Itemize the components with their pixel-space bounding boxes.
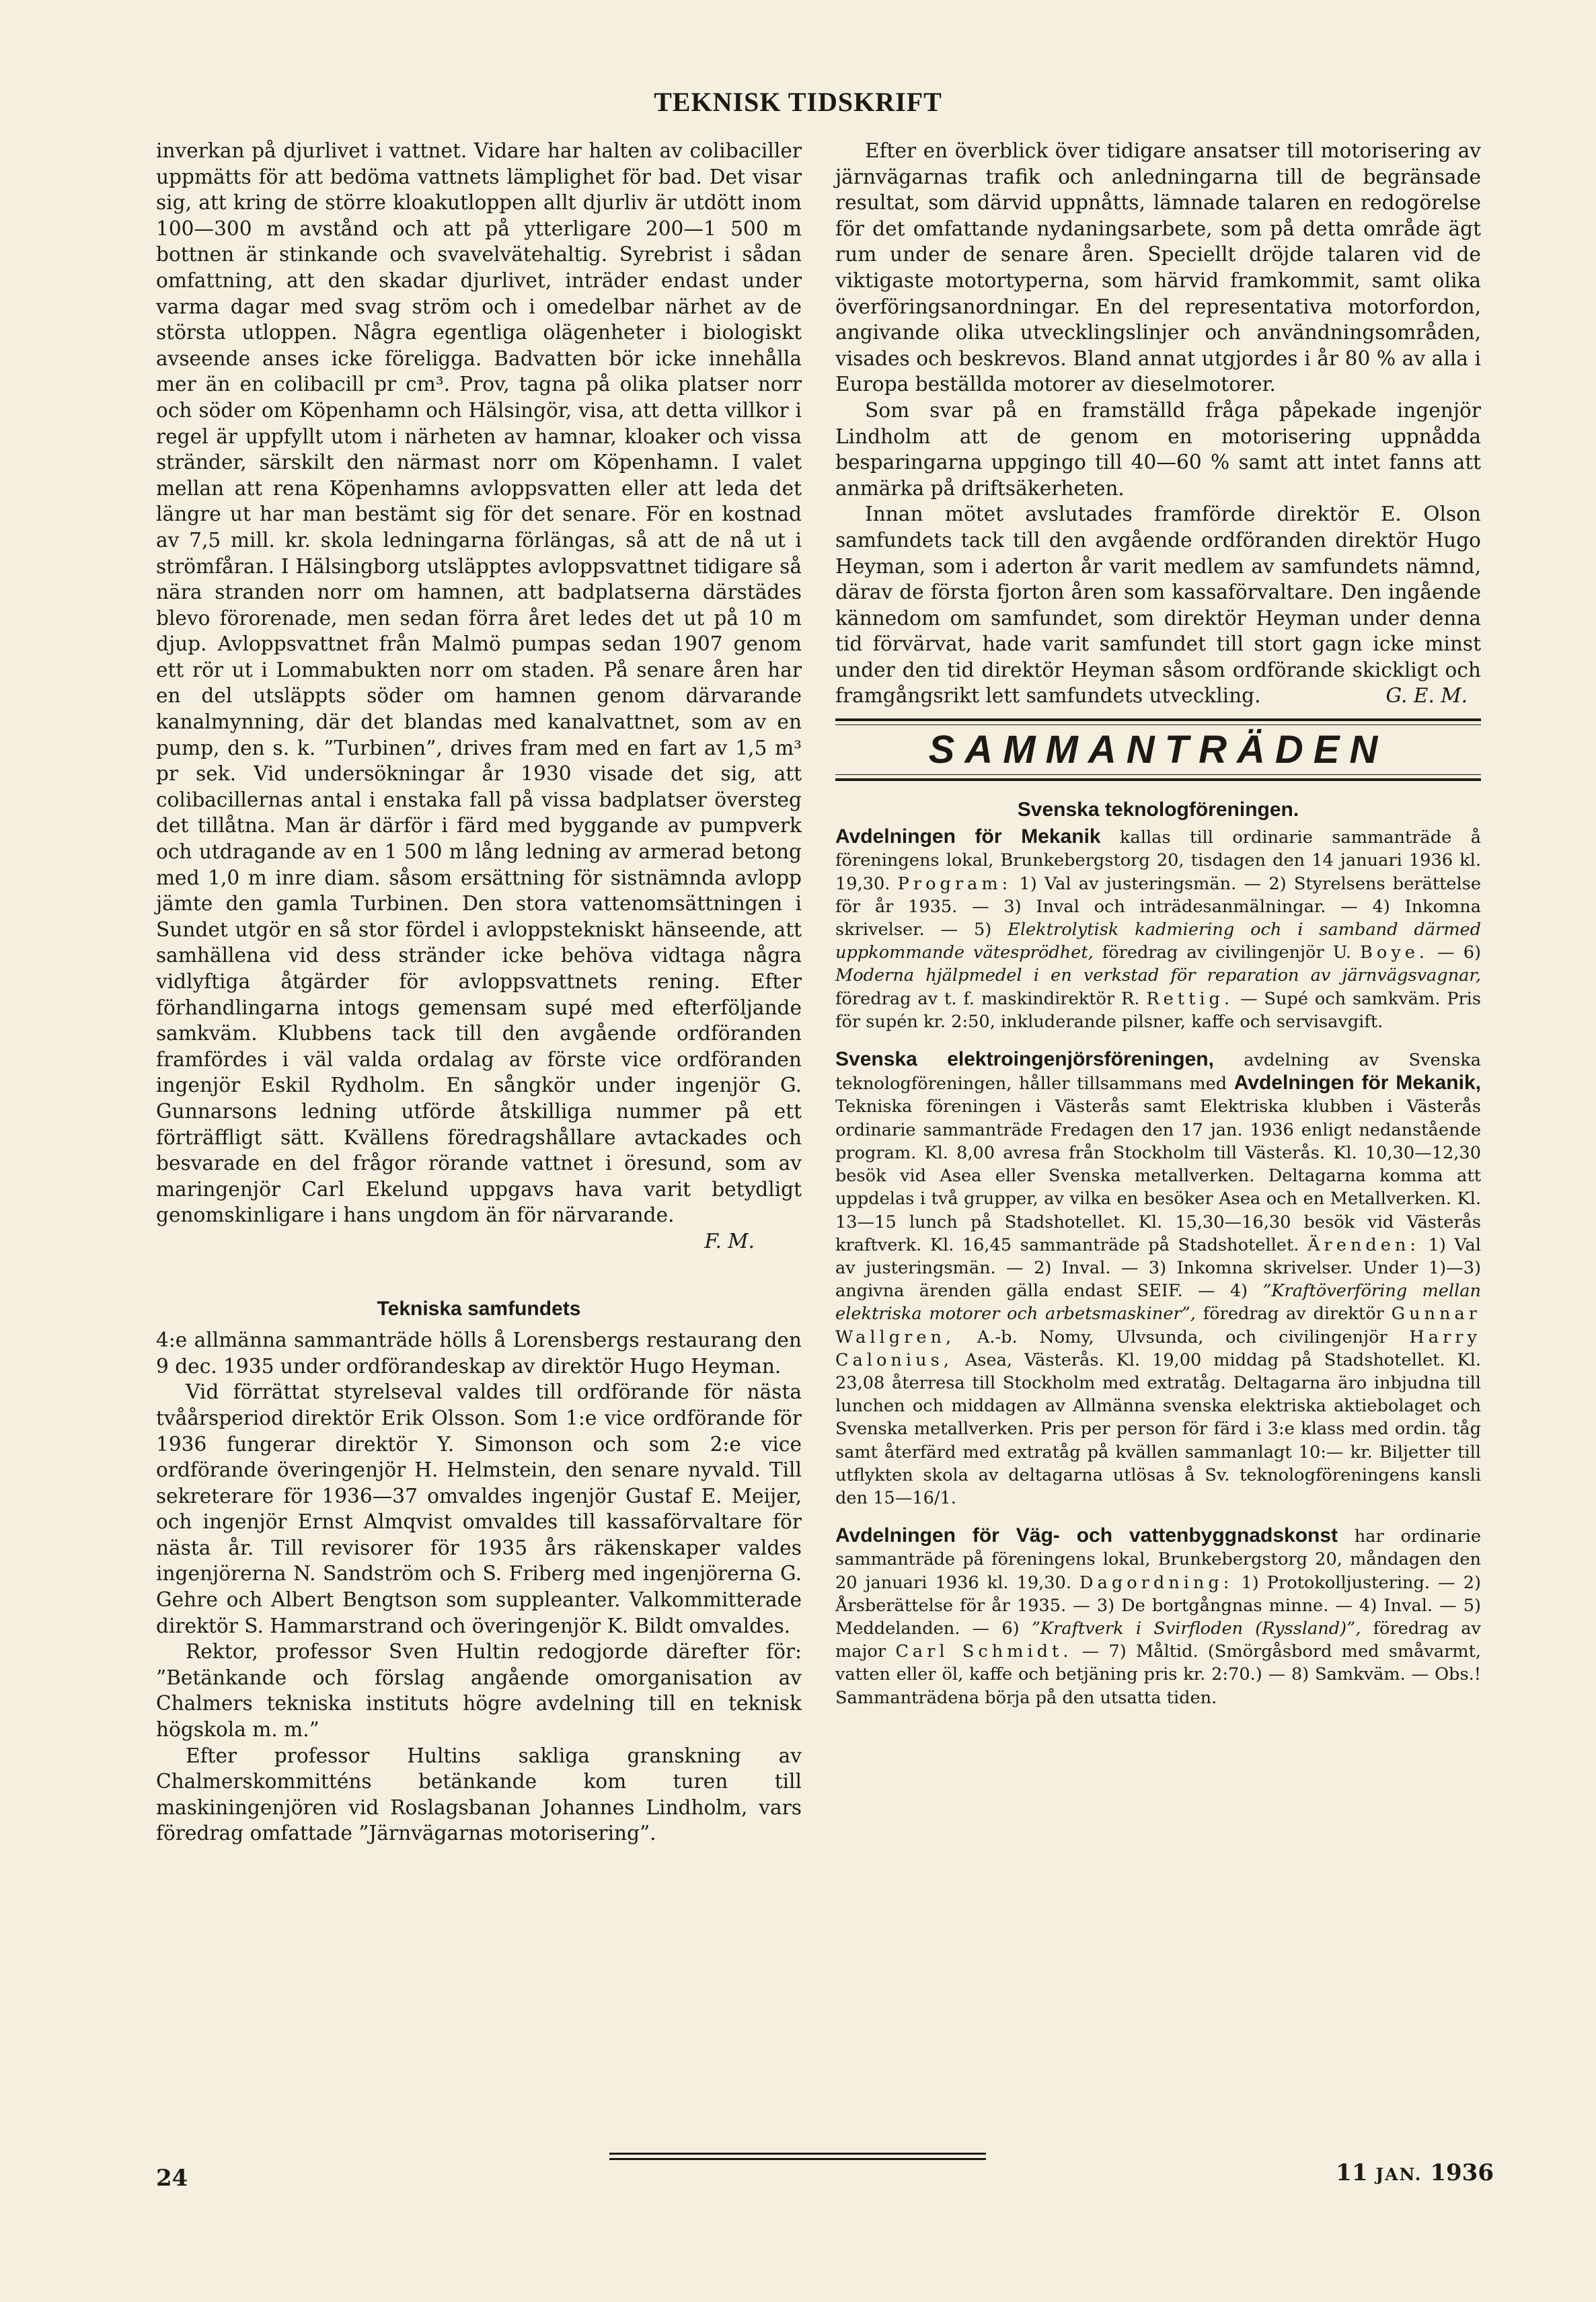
notice-mekanik-f: — Supé och samkväm. Pris för supén kr. 2:50, inkluderande pilsner, kaffe och servisavgift. xyxy=(835,988,1482,1032)
notice-mekanik-title-2: Moderna hjälpmedel i en verkstad för reparation av järnvägsvagnar, xyxy=(835,965,1481,986)
heading-tekniska-samfundets: Tekniska samfundets xyxy=(377,1297,581,1320)
section-banner: SAMMANTRÄDEN xyxy=(928,728,1388,772)
notice-vag-lead: Avdelningen för Väg- och vattenbyggnadskonst xyxy=(835,1524,1338,1547)
issue-date-year: 1936 xyxy=(1430,2159,1494,2186)
notice-mekanik-lead: Avdelningen för Mekanik xyxy=(835,825,1101,848)
footer-rule-2 xyxy=(609,2158,986,2160)
right-column xyxy=(835,138,1481,1709)
notice-mekanik-program: Program: xyxy=(897,873,1012,894)
notice-elektro-calonius: Harry Calonius, xyxy=(835,1327,1481,1370)
notice-vag-vatten xyxy=(835,1524,1481,1709)
right-paragraph-2: Som svar på en framställd fråga påpekade ingenjör Lindholm att de genom en motorisering uppnådda besparingarna uppgingo till 40—60 % samt att intet fanns att anmärka på driftsäkerheten. xyxy=(835,398,1481,500)
notice-mekanik-rettig: Rettig. xyxy=(1146,988,1234,1009)
footer-rule-1 xyxy=(609,2153,986,2155)
banner-rule-top xyxy=(835,718,1481,721)
left-paragraph-2: 4:e allmänna sammanträde hölls å Lorensbergs restaurang den 9 dec. 1935 under ordförandeskap av direktör Hugo Heyman. xyxy=(156,1329,802,1378)
notice-elektro-e: A.-b. Nomy, Ulvsunda, och civilingenjör xyxy=(977,1327,1388,1347)
left-column xyxy=(156,138,802,1847)
banner-rule-bottom xyxy=(835,778,1481,781)
notice-mekanik-boye: Boye. xyxy=(1360,942,1429,963)
notice-elektro-lead: Svenska elektroingenjörsföreningen, xyxy=(835,1048,1214,1071)
left-paragraph-3: Vid förrättat styrelseval valdes till ordförande för nästa tvåårsperiod direktör Erik Olsson. Som 1:e vice ordförande för 1936 fungerar direktör Y. Simonson och som 2:e vice ordförande överingenjör H. Helmstein, den senare nyvald. Till sekreterare för 1936—37 omvaldes ingenjör Gustaf E. Meijer, och ingenjör Ernst Almqvist omvaldes till kassaförvaltare för nästa år. Till revisorer för 1935 års räkenskaper valdes ingenjörerna N. Sandström och S. Friberg med ingenjörerna G. Gehre och Albert Bengtson som suppleanter. Valkommitterade direktör S. Hammarstrand och överingenjör K. Bildt omvaldes. xyxy=(156,1380,802,1637)
banner-rule-bottom-thin xyxy=(835,774,1481,775)
notice-elektro-title: ”Kraftöverföring mellan elektriska motorer och arbetsmaskiner”, xyxy=(835,1281,1481,1325)
notice-elektro-f: Asea, Västerås. Kl. 19,00 middag på Stadshotellet. Kl. 23,08 återresa till Stockholm med extratåg. Deltagarna äro inbjudna till lunchen och middagen av Allmänna svenska elektriska aktiebolaget och Svenska metallverken. Pris per person för färd i 3:e klass med ordin. tåg samt återfärd med extratåg på kvällen sammanlagt 10:— kr. Biljetter till utflykten skola av deltagarna utlösas å Sv. teknologföreningens kansli den 15—16/1. xyxy=(835,1349,1481,1508)
right-paragraph-3 xyxy=(835,501,1481,709)
notice-vag-text xyxy=(835,1524,1481,1709)
notice-mekanik-b: 1) Val av justeringsmän. — 2) Styrelsens berättelse för år 1935. — 3) Inval och inträdesanmälningar. — 4) Inkomna skrivelser. — 5) xyxy=(835,873,1482,940)
notice-elektro-c: 1) Val av justeringsmän. — 2) Inval. — 3) Inkomna skrivelser. Under 1)—3) angivna ärenden gälla endast SEIF. — 4) xyxy=(835,1234,1481,1302)
notice-elektro-text xyxy=(835,1048,1481,1510)
notice-mekanik-text xyxy=(835,825,1481,1033)
notice-vag-schmidt: Carl Schmidt. xyxy=(895,1641,1073,1662)
notice-elektro-wallgren: Gunnar Wallgren, xyxy=(835,1304,1482,1347)
journal-masthead: TEKNISK TIDSKRIFT xyxy=(654,87,942,117)
notice-mekanik-d: — 6) xyxy=(1437,942,1481,963)
notice-mekanik-e: föredrag av t. f. maskindirektör R. xyxy=(835,988,1140,1009)
notice-vag-title: ”Kraftverk i Svirfloden (Ryssland)”, xyxy=(1031,1618,1361,1639)
notice-mekanik-c: föredrag av civilingenjör U. xyxy=(1102,942,1352,963)
notice-elektro-a: avdelning av Svenska teknologföreningen, håller tillsammans med xyxy=(835,1050,1481,1094)
notice-elektro-b: Tekniska föreningen i Västerås samt Elektriska klubben i Västerås ordinarie sammanträde Fredagen den 17 jan. 1936 enligt nedanstående program. Kl. 8,00 avresa från Stockholm till Västerås. Kl. 10,30—12,30 besök vid Asea eller Svenska metallverken. Deltagarna komma att uppdelas i två grupper, av vilka en besöker Asea och en Metallverken. Kl. 13—15 lunch på Stadshotellet. Kl. 15,30—16,30 besök vid Västerås kraftverk. Kl. 16,45 sammanträde på Stadshotellet. xyxy=(835,1097,1481,1255)
right-paragraph-3-text: Innan mötet avslutades framförde direktör E. Olson samfundets tack till den avgående ordföranden direktör Hugo Heyman, som i aderton år varit medlem av samfundets nämnd, därav de första fjorton åren som kassaförvaltare. Den ingående kännedom om samfundet, som direktör Heyman under denna tid förvärvat, hade varit samfundet till stort gagn icke minst under den tid direktör Heyman såsom ordförande skickligt och framgångsrikt lett samfundets utveckling. xyxy=(835,503,1481,708)
notice-vag-b: 1) Protokolljustering. — 2) Årsberättelse för år 1935. — 3) De bortgångnas minne. — 4) Inval. — 5) Meddelanden. — 6) xyxy=(835,1572,1482,1639)
left-paragraph-4: Rektor, professor Sven Hultin redogjorde därefter för: ”Betänkande och förslag angående omorganisation av Chalmers tekniska instituts högre avdelning till en teknisk högskola m. m.” xyxy=(156,1640,802,1742)
notice-elektro-d: föredrag av direktör xyxy=(1203,1304,1384,1325)
notice-elektroingenjor xyxy=(835,1048,1481,1510)
issue-date-month: JAN. xyxy=(1375,2165,1422,2184)
signature-gem: G. E. M. xyxy=(1385,684,1468,708)
heading-teknologforeningen: Svenska teknologföreningen. xyxy=(1017,798,1299,821)
left-paragraph-5: Efter professor Hultins sakliga granskning av Chalmerskommitténs betänkande kom turen till maskiningenjören vid Roslagsbanan Johannes Lindholm, vars föredrag omfattade ”Järnvägarnas motorisering”. xyxy=(156,1744,802,1845)
notice-vag-a: har ordinarie sammanträde på föreningens lokal, Brunkebergstorg 20, måndagen den 20 januari 1936 kl. 19,30. xyxy=(835,1526,1482,1593)
issue-date xyxy=(1336,2159,1494,2186)
page-number: 24 xyxy=(156,2165,188,2192)
notice-mekanik-title-1: Elektrolytisk kadmiering och i samband därmed uppkommande vätesprödhet, xyxy=(835,920,1482,963)
left-paragraph-1: inverkan på djurlivet i vattnet. Vidare har halten av colibaciller uppmätts för att bedöma vattnets lämplighet för bad. Det visar sig, att kring de större kloakutloppen allt djurliv är utdött inom 100—300 m avstånd och att på ytterligare 200—1 500 m bottnen är stinkande och svavelvätehaltig. Syrebrist i sådan omfattning, att den skadar djurlivet, inträder endast under varma dagar med svag ström och i omedelbar närhet av de största utloppen. Några egentliga olägenheter i biologiskt avseende anses icke föreligga. Badvatten bör icke innehålla mer än en colibacill pr cm³. Prov, tagna på olika platser norr och söder om Köpenhamn och Hälsingör, visa, att detta villkor i regel är uppfyllt utom i närheten av hamnar, kloaker och vissa stränder, särskilt den närmast norr om Köpenhamn. I valet mellan att rena Köpenhamns avloppsvatten eller att leda det längre ut har man bestämt sig för det senare. För en kostnad av 7,5 mill. kr. skola ledningarna förlängas, så att de nå ut i strömfåran. I Hälsingborg utsläpptes avloppsvattnet tidigare så nära stranden norr om hamnen, att badplatserna därstädes blevo förorenade, men sedan förra året ledes det ut på 10 m djup. Avloppsvattnet från Malmö pumpas sedan 1907 genom ett rör ut i Lommabukten norr om staden. På senare åren har en del utsläppts söder om hamnen genom därvarande kanalmynning, där det blandas med kanalvattnet, som av en pump, den s. k. ”Turbinen”, drives fram med en fart av 1,5 m³ pr sek. Vid undersökningar år 1930 visade det sig, att colibacillernas antal i enstaka fall på vissa badplatser översteg det tillåtna. Man är därför i färd med byggande av pumpverk och utdragande av en 1 500 m lång ledning av armerad betong med 1,0 m inre diam. såsom ersättning för sistnämnda avlopp jämte den gamla Turbinen. Den stora vattenomsättningen i Sundet utgör en så stor fördel i avloppstekniskt hänseende, att samhällena vid dess stränder icke behöva vidtaga några vidlyftiga åtgärder för avloppsvattnets rening. Efter förhandlingarna intogs gemensam supé med efterföljande samkväm. Klubbens tack till den avgående ordföranden framfördes i väl valda ordalag av förste vice ordföranden ingenjör Eskil Rydholm. En sångkör under ingenjör G. Gunnarsons ledning utförde åtskilliga nummer på ett förträffligt sätt. Kvällens föredragshållare avtackades och besvarade en del frågor rörande vattnet i öresund, som av maringenjör Carl Ekelund uppgavs hava varit betydligt genomskinligare i hans ungdom än för närvarande. xyxy=(156,139,802,1227)
notice-vag-dagordning: Dagordning: xyxy=(1079,1572,1233,1593)
notice-vag-c: föredrag av major xyxy=(835,1618,1481,1662)
notice-mekanik-a: kallas till ordinarie sammanträde å föreningens lokal, Brunkebergstorg 20, tisdagen den 14 januari 1936 kl. 19,30. xyxy=(835,827,1481,894)
issue-date-day: 11 xyxy=(1336,2159,1368,2186)
notice-elektro-lead-2: Avdelningen för Mekanik, xyxy=(1233,1072,1481,1094)
signature-fm: F. M. xyxy=(704,1229,755,1253)
notice-mekanik xyxy=(835,825,1481,1033)
notice-vag-d: — 7) Måltid. (Smörgåsbord med småvarmt, vatten eller öl, kaffe och betjäning pris kr. 2:70.) — 8) Samkväm. — Obs.! Sammanträdena börja på den utsatta tiden. xyxy=(835,1641,1482,1708)
right-paragraph-1: Efter en överblick över tidigare ansatser till motorisering av järnvägarnas trafik och anledningarna till de begränsade resultat, som därvid uppnåtts, lämnade talaren en redogörelse för det omfattande nydaningsarbete, som på detta område ägt rum under de senare åren. Speciellt dröjde talaren vid de viktigaste motortyperna, som härvid framkommit, samt olika överföringsanordningar. En del representativa motorfordon, angivande olika utvecklingslinjer och användningsområden, visades och beskrevos. Bland annat utgjordes i år 80 % av alla i Europa beställda motorer av dieselmotorer. xyxy=(835,139,1481,396)
notice-elektro-arenden: Ärenden: xyxy=(1307,1234,1420,1255)
